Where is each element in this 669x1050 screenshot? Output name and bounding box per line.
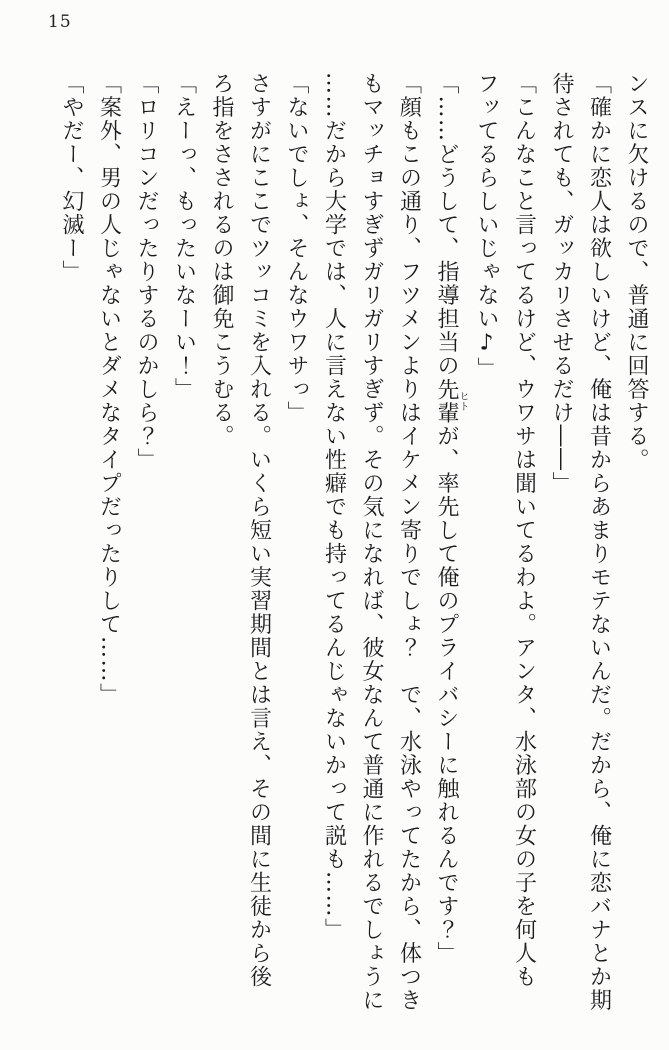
- text-line-16: 「やだー、幻滅ー」: [59, 72, 84, 284]
- text-line-4: 「こんなこと言ってるけど、ウワサは聞いてるわよ。アンタ、水泳部の女の子を何人も: [511, 72, 537, 989]
- text-line-15: 「案外、男の人じゃないとダメなタイプだったりして……」: [96, 72, 122, 707]
- text-line-14: 「ロリコンだったりするのかしら？」: [134, 72, 159, 472]
- text-line-5: フッてるらしいじゃない♪」: [474, 72, 499, 381]
- line-6-after: が、率先して俺のプライバシーに触れるんです？」: [434, 424, 459, 965]
- text-line-11: さすがにここでツッコミを入れる。いくら短い実習期間とは言え、その間に生徒から後: [246, 72, 272, 989]
- text-line-9: ……だから大学では、人に言えない性癖でも持ってるんじゃないかって説も……」: [321, 72, 347, 942]
- line-6-before: 「……どうして、指導担当の: [434, 72, 459, 378]
- text-line-13: 「えーっ、もったいなーい！」: [171, 72, 197, 401]
- ruby-senpai: [434, 377, 468, 425]
- text-line-10: 「ないでしょ、そんなウワサっ」: [284, 72, 309, 425]
- vertical-text-block: [53, 72, 656, 1022]
- text-line-3: 待されても、ガッカリさせるだけ――」: [549, 72, 574, 495]
- text-line-7: 「顔もこの通り、フツメンよりはイケメン寄りでしょ？ で、水泳やってたから、体つき: [396, 72, 422, 1012]
- text-line-1: ンスに欠けるので、普通に回答する。: [624, 72, 649, 472]
- ruby-base: 先輩: [434, 377, 459, 425]
- page-number: 15: [48, 12, 72, 32]
- text-line-2: 「確かに恋人は欲しいけど、俺は昔からあまりモテないんだ。だから、俺に恋バナとか期: [586, 72, 612, 1012]
- text-line-12: ろ指をさされるのは御免こうむる。: [209, 72, 234, 448]
- text-line-6: [428, 72, 468, 1022]
- furigana-text: ヒト: [457, 377, 468, 425]
- text-line-8: もマッチョすぎずガリガリすぎず。その気になれば、彼女なんて普通に作れるでしょうに: [359, 72, 384, 1012]
